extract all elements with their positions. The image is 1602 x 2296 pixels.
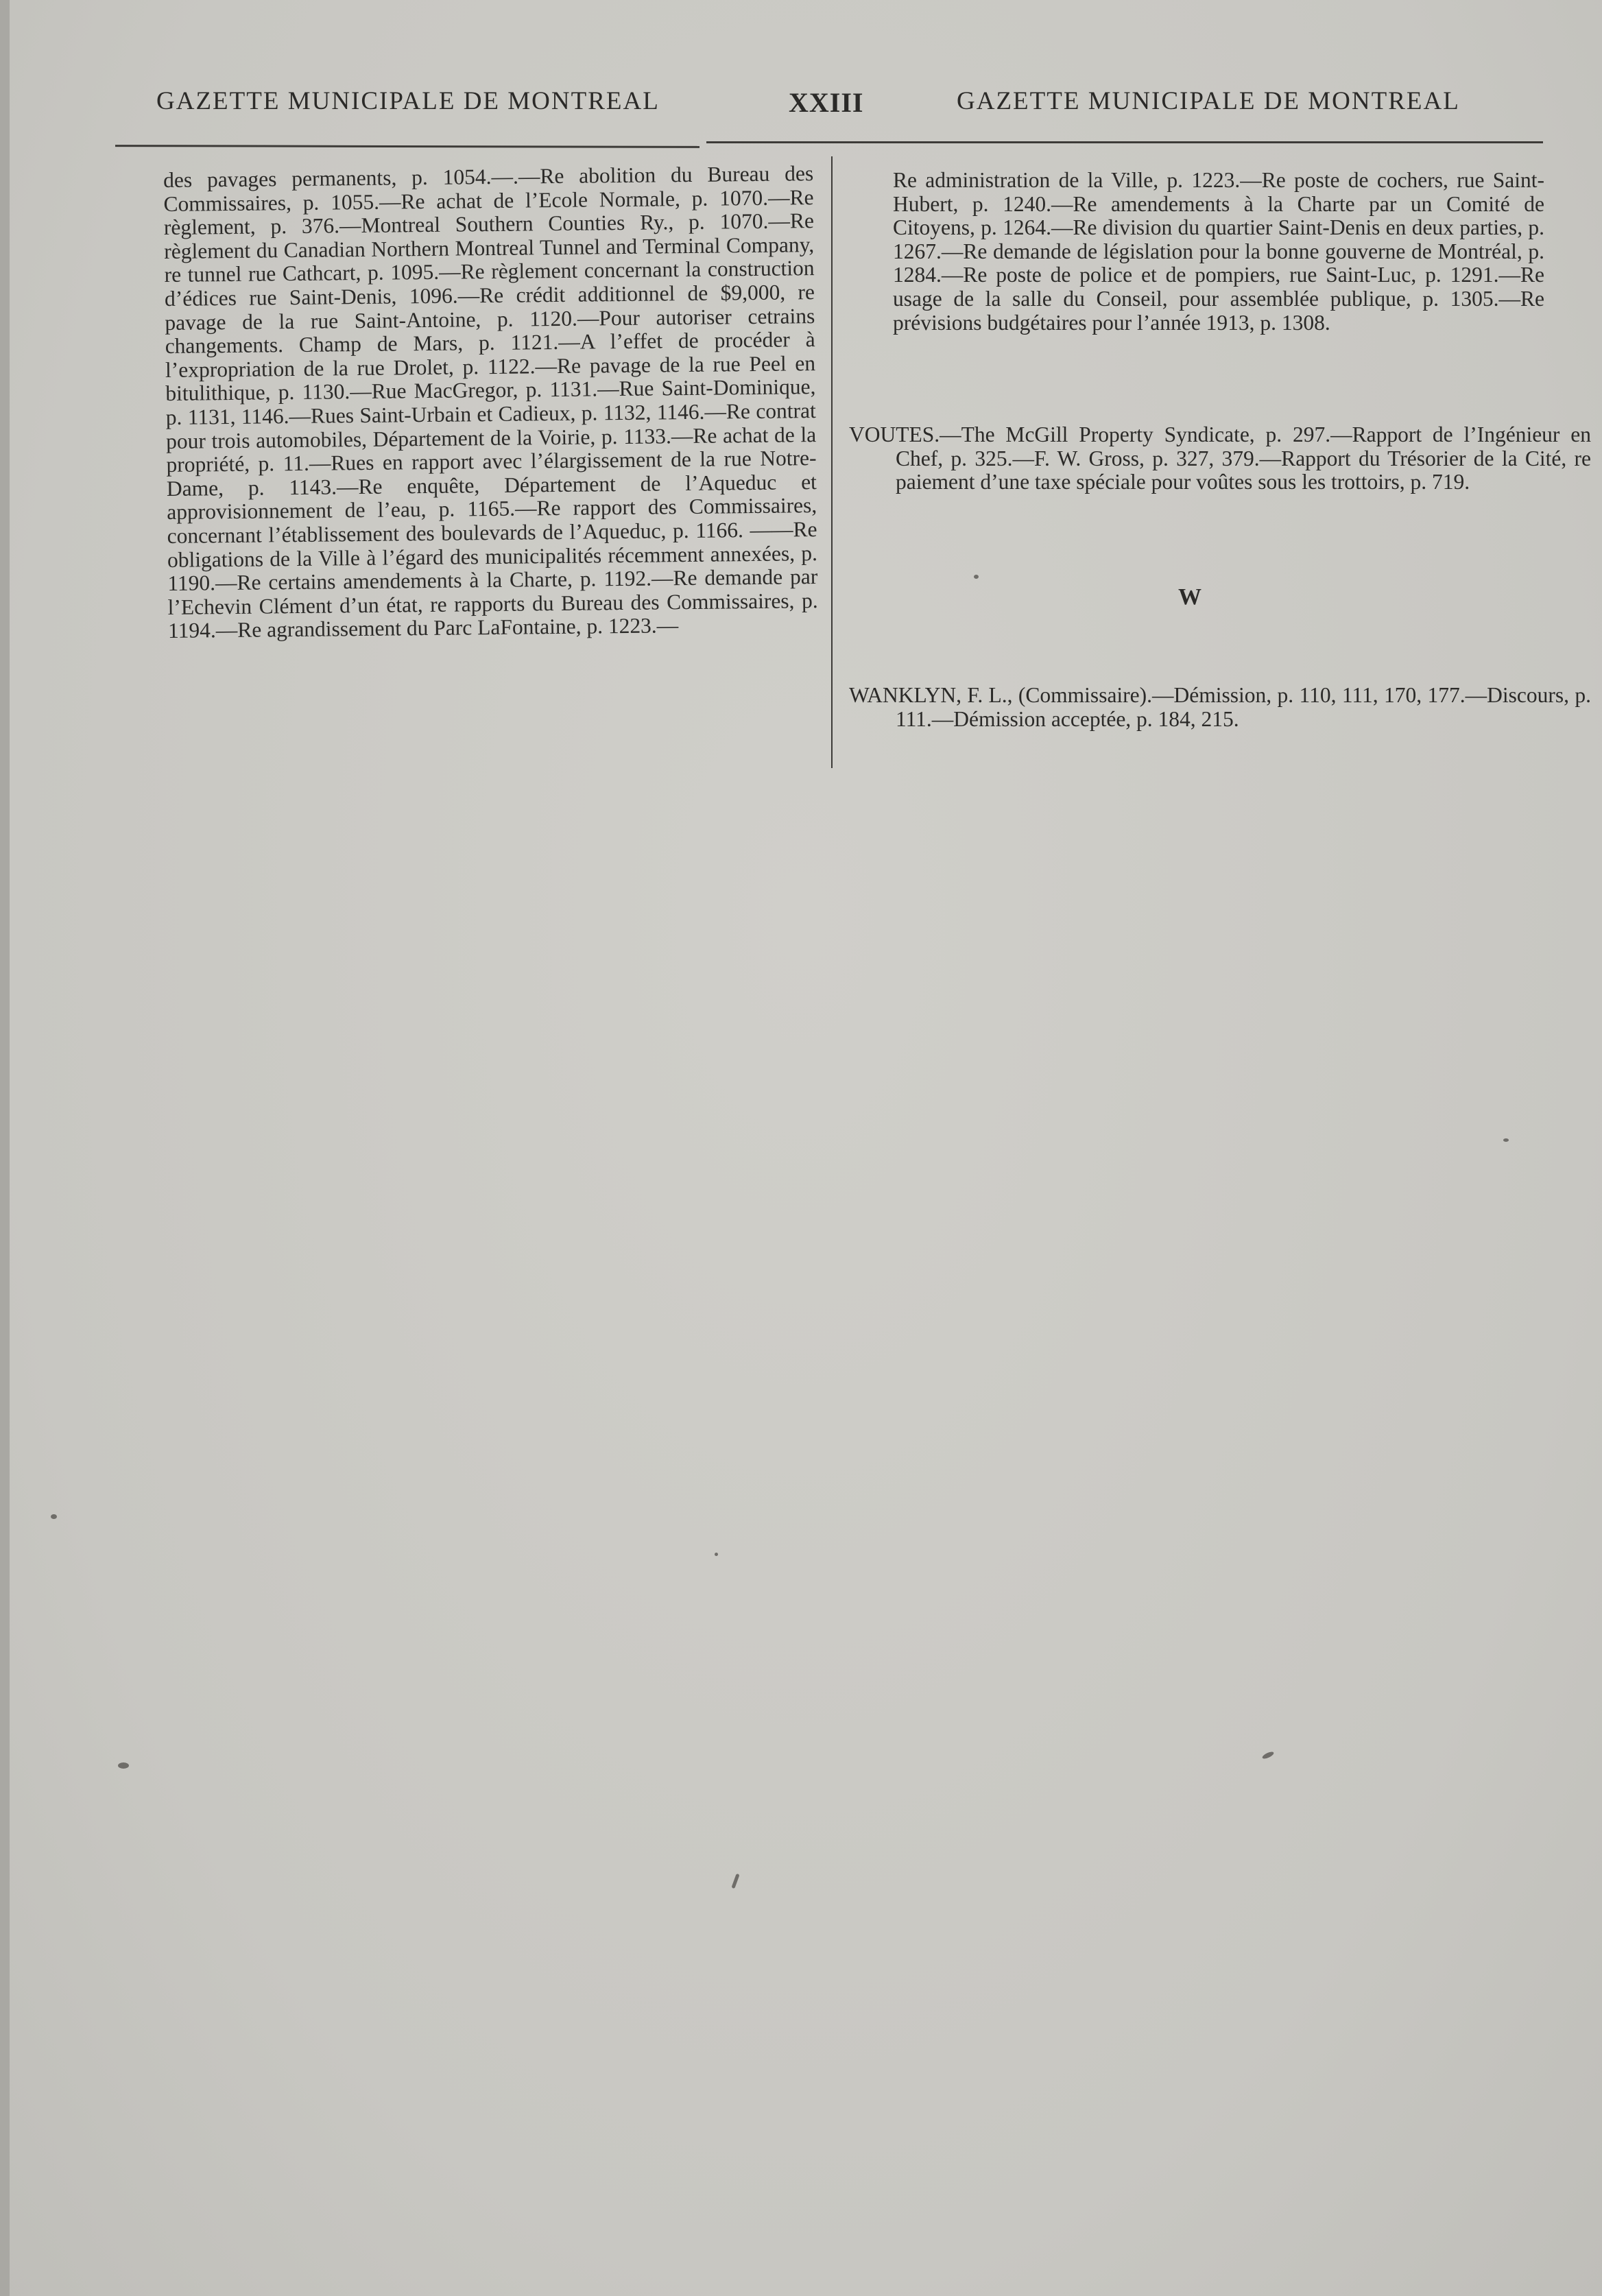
right-column-continuation: Re administration de la Ville, p. 1223.—Re poste de cochers, rue Saint-Hubert, p. 1240.—Re amendements à la Charte par un Comité de Citoyens, p. 1264.—Re division du quartier Saint-Denis en deux parties, p. 1267.—Re demande de législation pour la bonne gouverne de Montréal, p. 1284.—Re poste de police et de pompiers, rue Saint-Luc, p. 1291.—Re usage de la salle du Conseil, pour assemblée publique, p. 1305.—Re prévisions budgétaires pour l’année 1913, p. 1308. — [893, 168, 1544, 335]
paper-speck — [118, 1762, 129, 1769]
paper-speck — [715, 1553, 718, 1556]
paper-speck — [51, 1514, 57, 1519]
header-rule-left — [115, 145, 700, 148]
page-number: XXIII — [789, 87, 864, 118]
paper-speck — [1261, 1751, 1274, 1760]
paper-speck — [1503, 1138, 1509, 1142]
index-entry-wanklyn: WANKLYN, F. L., (Commissaire).—Démission, p. 110, 111, 170, 177.—Discours, p. 111.—Démission acceptée, p. 184, 215. — [849, 683, 1591, 731]
header-rule-right — [706, 141, 1543, 143]
section-letter-heading: W — [1178, 584, 1202, 610]
left-column-text: des pavages permanents, p. 1054.—.—Re abolition du Bureau des Commissaires, p. 1055.—Re achat de l’Ecole Normale, p. 1070.—Re règlement, p. 376.—Montreal Southern Counties Ry., p. 1070.—Re règlement du Canadian Northern Montreal Tunnel and Terminal Company, re tunnel rue Cathcart, p. 1095.—Re règlement concernant la construction d’édices rue Saint-Denis, 1096.—Re crédit additionnel de $9,000, re pavage de la rue Saint-Antoine, p. 1120.—Pour autoriser cetrains changements. Champ de Mars, p. 1121.—A l’effet de procéder à l’expropriation de la rue Drolet, p. 1122.—Re pavage de la rue Peel en bitulithique, p. 1130.—Rue MacGregor, p. 1131.—Rue Saint-Dominique, p. 1131, 1146.—Rues Saint-Urbain et Cadieux, p. 1132, 1146.—Re contrat pour trois automobiles, Département de la Voirie, p. 1133.—Re achat de la propriété, p. 11.—Rues en rapport avec l’élargissement de la rue Notre-Dame, p. 1143.—Re enquête, Département de l’Aqueduc et approvisionnement de l’eau, p. 1165.—Re rapport des Commissaires, concernant l’établissement des boulevards de l’Aqueduc, p. 1166. ——Re obligations de la Ville à l’égard des municipalités récemment annexées, p. 1190.—Re certains amendements à la Charte, p. 1192.—Re demande par l’Echevin Clément d’un état, re rapports du Bureau des Commissaires, p. 1194.—Re agrandissement du Parc LaFontaine, p. 1223.— — [163, 161, 818, 643]
index-entry-voutes: VOUTES.—The McGill Property Syndicate, p. 297.—Rapport de l’Ingénieur en Chef, p. 325.—F. W. Gross, p. 327, 379.—Rapport du Trésorier de la Cité, re paiement d’une taxe spéciale pour voûtes sous les trottoirs, p. 719. — [849, 422, 1591, 494]
running-head-left: GAZETTE MUNICIPALE DE MONTREAL — [156, 87, 660, 115]
column-divider — [831, 156, 833, 768]
paper-speck — [974, 575, 979, 579]
page-edge-shadow — [0, 0, 10, 2296]
running-head-right: GAZETTE MUNICIPALE DE MONTREAL — [957, 87, 1460, 115]
paper-speck — [731, 1874, 739, 1889]
